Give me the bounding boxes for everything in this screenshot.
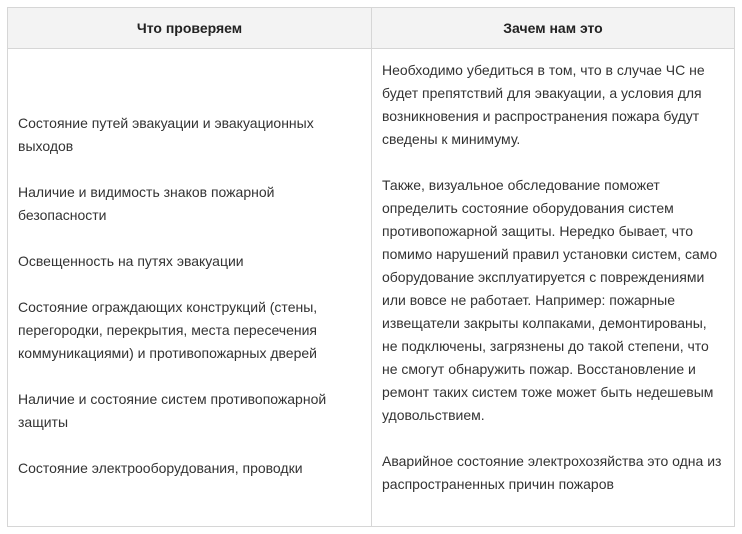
- reason-electrical: Аварийное состояние электрохозяйства это одна из распространенных причин пожаров: [382, 453, 722, 492]
- inspection-table: [7, 7, 735, 527]
- check-item-electrical: Состояние электрооборудования, проводки: [18, 460, 303, 476]
- check-item-lighting: Освещенность на путях эвакуации: [18, 253, 244, 269]
- reason-fire-systems: Также, визуальное обследование поможет определить состояние оборудования систем противопожарной защиты. Нередко бывает, что помимо нарушений правил установки систем, само оборудование эксплуатируется с повреждениями или вовсе не работает. Например: пожарные извещатели закрыты колпаками, демонтированы, не подключены, загрязнены до такой степени, что не смогут обнаружить пожар. Восстановление и ремонт таких систем тоже может быть недешевым удовольствием.: [382, 177, 718, 423]
- check-item-evacuation-routes: Состояние путей эвакуации и эвакуационных выходов: [18, 115, 314, 154]
- what-we-check-cell: [8, 49, 372, 526]
- header-what-we-check: Что проверяем: [8, 8, 372, 49]
- check-item-fire-protection-systems: Наличие и состояние систем противопожарной защиты: [18, 391, 327, 430]
- check-item-safety-signs: Наличие и видимость знаков пожарной безопасности: [18, 184, 275, 223]
- why-we-need-it-cell: [372, 49, 734, 526]
- header-why-we-need-it: Зачем нам это: [372, 8, 734, 49]
- check-item-enclosing-structures: Состояние ограждающих конструкций (стены, перегородки, перекрытия, места пересечения коммуникациями) и противопожарных дверей: [18, 299, 318, 361]
- reason-evacuation: Необходимо убедиться в том, что в случае ЧС не будет препятствий для эвакуации, а условия для возникновения и распространения пожара будут сведены к минимуму.: [382, 62, 705, 147]
